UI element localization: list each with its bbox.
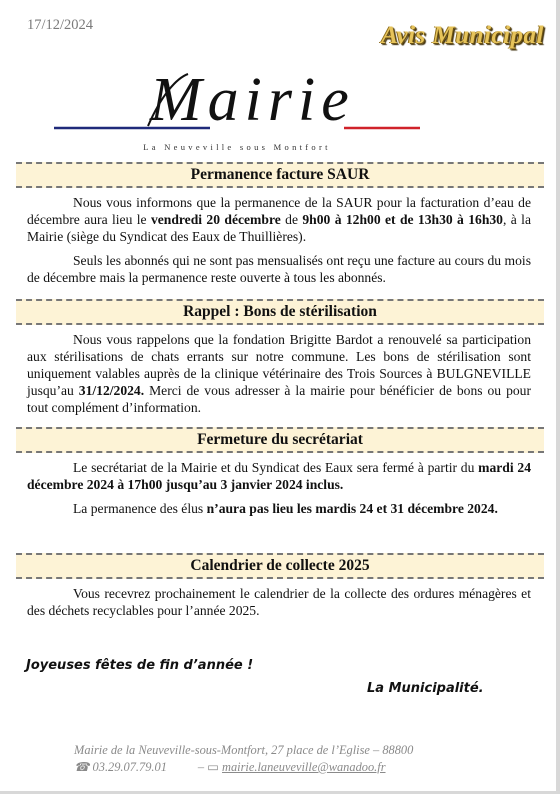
section-body-collecte: [27, 585, 531, 619]
notice-title: Avis Municipal: [381, 22, 544, 49]
section-banner-sterilisation: Rappel : Bons de stérilisation: [16, 299, 544, 325]
section-banner-collecte: Calendrier de collecte 2025: [16, 553, 544, 579]
saur-paragraph-1: Nous vous informons que la permanence de la SAUR pour la facturation d’eau de décembre aura lieu le vendredi 20 décembre de 9h00 à 12h00 et de 13h30 à 16h30, à la Mairie (siège du Syndicat des Eaux de Thuillières).: [27, 195, 531, 244]
notice-date: 17/12/2024: [27, 17, 94, 33]
mairie-logo: [52, 64, 422, 156]
page-right-edge: [556, 0, 560, 794]
footer-email-link[interactable]: mairie.laneuveville@wanadoo.fr: [222, 760, 386, 774]
footer: [74, 742, 413, 776]
secretariat-paragraph-1: Le secrétariat de la Mairie et du Syndicat des Eaux sera fermé à partir du mardi 24 décembre 2024 à 17h00 jusqu’au 3 janvier 2024 inclus.: [27, 460, 532, 492]
collecte-paragraph: Vous recevrez prochainement le calendrier de la collecte des ordures ménagères et des déchets recyclables pour l’année 2025.: [27, 586, 531, 618]
footer-phone: 03.29.07.79.01: [92, 760, 167, 774]
signature: La Municipalité.: [367, 681, 484, 696]
holiday-wishes: Joyeuses fêtes de fin d’année !: [26, 658, 254, 673]
section-body-secretariat: [27, 459, 531, 517]
section-body-saur: [27, 194, 531, 286]
fax-icon: ▭: [207, 760, 219, 774]
footer-separator: –: [197, 760, 205, 774]
section-banner-saur: Permanence facture SAUR: [16, 162, 544, 188]
logo-word: Mairie: [150, 66, 355, 134]
logo-tagline: La Neuveville sous Montfort: [143, 142, 331, 152]
footer-address: Mairie de la Neuveville-sous-Montfort, 27 place de l’Eglise – 88800: [74, 743, 414, 757]
section-banner-secretariat: Fermeture du secrétariat: [16, 427, 544, 453]
phone-icon: ☎: [74, 760, 90, 774]
secretariat-paragraph-2: La permanence des élus n’aura pas lieu les mardis 24 et 31 décembre 2024.: [73, 501, 498, 516]
footer-contact: [74, 759, 413, 776]
saur-paragraph-2: Seuls les abonnés qui ne sont pas mensualisés ont reçu une facture au cours du mois de décembre mais la permanence reste ouverte à tous les abonnés.: [27, 253, 531, 285]
section-body-sterilisation: [27, 331, 531, 416]
sterilisation-paragraph: Nous vous rappelons que la fondation Brigitte Bardot a renouvelé sa participation aux stérilisations de chats errants sur notre commune. Les bons de stérilisation sont uniquement valables auprès de la clinique vétérinaire des Trois Sources à BULGNEVILLE jusqu’au 31/12/2024. Merci de vous adresser à la mairie pour bénéficier de bons ou pour tout complément d’information.: [27, 332, 531, 415]
